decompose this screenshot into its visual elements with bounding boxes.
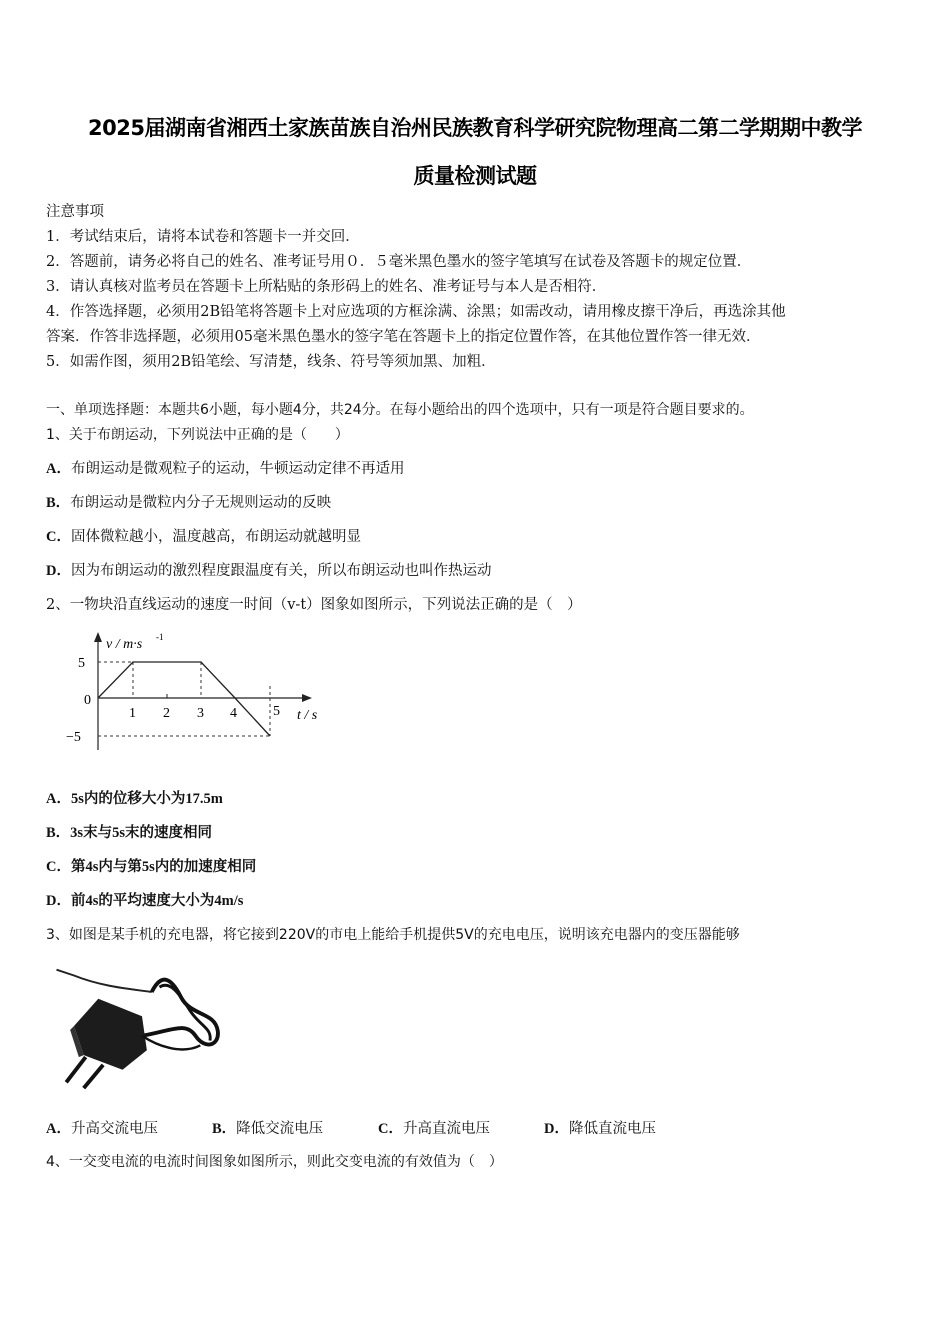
notice-item: 1．考试结束后，请将本试卷和答题卡一并交回． <box>46 229 360 245</box>
notice-item: 2．答题前，请务必将自己的姓名、准考证号用０．５毫米黑色墨水的签字笔填写在试卷及答题卡的规定位置． <box>46 254 752 270</box>
question-3-stem: 3、如图是某手机的充电器，将它接到220V的市电上能给手机提供5V的充电电压，说明该充电器内的变压器能够 <box>46 927 740 943</box>
notice-item: 3．请认真核对监考员在答题卡上所粘贴的条形码上的姓名、准考证号与本人是否相符． <box>46 279 607 295</box>
notice-item: 5．如需作图，须用2B铅笔绘、写清楚，线条、符号等须加黑、加粗． <box>46 354 496 370</box>
q2-option-c: C．第4s内与第5s内的加速度相同 <box>46 859 257 875</box>
x-axis-arrow-icon <box>302 694 312 702</box>
svg-text:v / m·s: v / m·s <box>106 637 143 652</box>
velocity-time-chart <box>60 628 330 753</box>
q3-option-a: A．升高交流电压 <box>46 1121 158 1137</box>
charger-image <box>44 958 240 1094</box>
question-2-stem: 2、一物块沿直线运动的速度一时间（v-t）图象如图所示，下列说法正确的是（ ） <box>46 597 582 613</box>
svg-text:5: 5 <box>78 656 85 671</box>
question-4-stem: 4、一交变电流的电流时间图象如图所示，则此交变电流的有效值为（ ） <box>46 1154 503 1170</box>
q1-option-b: B．布朗运动是微粒内分子无规则运动的反映 <box>46 495 332 511</box>
svg-text:4: 4 <box>230 706 237 721</box>
svg-text:t / s: t / s <box>297 708 318 723</box>
svg-text:2: 2 <box>163 706 170 721</box>
q1-option-d: D．因为布朗运动的激烈程度跟温度有关，所以布朗运动也叫作热运动 <box>46 563 492 579</box>
y-axis-arrow-icon <box>94 632 102 642</box>
q1-option-a: A．布朗运动是微观粒子的运动，牛顿运动定律不再适用 <box>46 461 405 477</box>
svg-text:0: 0 <box>84 693 91 708</box>
q3-option-d: D．降低直流电压 <box>544 1121 656 1137</box>
q2-option-a: A．5s内的位移大小为17.5m <box>46 791 223 807</box>
q2-option-d: D．前4s的平均速度大小为4m/s <box>46 893 244 909</box>
velocity-line <box>98 662 270 736</box>
document-title-line2: 质量检测试题 <box>413 164 537 188</box>
q2-option-b: B．3s末与5s末的速度相同 <box>46 825 212 841</box>
svg-text:-1: -1 <box>156 632 164 642</box>
notice-item: 4．作答选择题，必须用2B铅笔将答题卡上对应选项的方框涂满、涂黑；如需改动，请用橡皮擦干净后，再选涂其他 <box>46 304 786 320</box>
notice-item: 答案．作答非选择题，必须用05毫米黑色墨水的签字笔在答题卡上的指定位置作答，在其他位置作答一律无效． <box>46 329 761 345</box>
svg-text:−5: −5 <box>66 730 81 745</box>
section-heading: 一、单项选择题：本题共6小题，每小题4分，共24分。在每小题给出的四个选项中，只有一项是符合题目要求的。 <box>46 402 754 418</box>
svg-text:3: 3 <box>197 706 204 721</box>
q1-option-c: C．固体微粒越小，温度越高，布朗运动就越明显 <box>46 529 361 545</box>
question-1-stem: 1、关于布朗运动，下列说法中正确的是（ ） <box>46 427 349 443</box>
notice-heading: 注意事项 <box>46 204 104 220</box>
svg-text:5: 5 <box>273 704 280 719</box>
q3-option-b: B．降低交流电压 <box>212 1121 324 1137</box>
document-title-line1: 2025届湖南省湘西土家族苗族自治州民族教育科学研究院物理高二第二学期期中教学 <box>88 116 862 140</box>
svg-text:1: 1 <box>129 706 136 721</box>
q3-option-c: C．升高直流电压 <box>378 1121 490 1137</box>
